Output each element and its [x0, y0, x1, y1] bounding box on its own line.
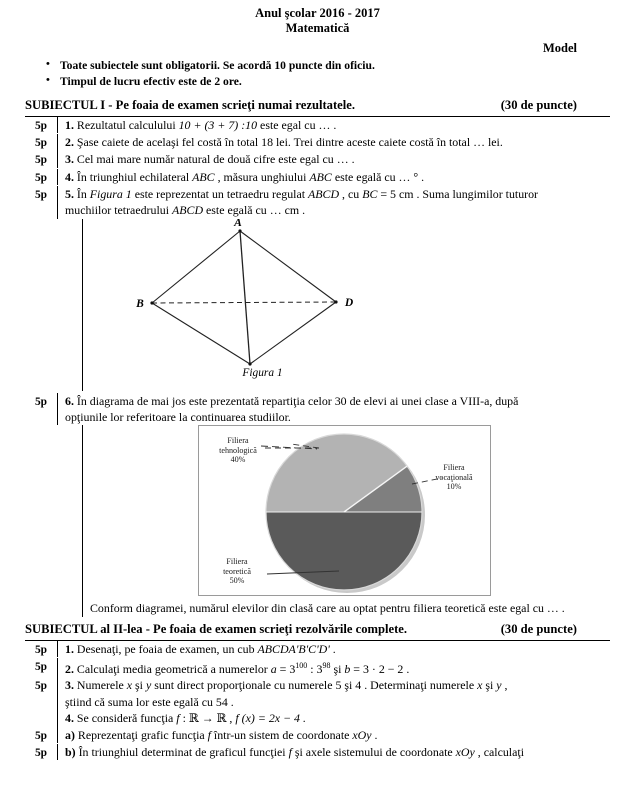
s2q3-l1c: sunt direct proporţionale cu numerele 5 şi 4 . Determinaţi numerele [151, 678, 478, 693]
q6-line2: opţiunile lor referitoare la continuarea studiilor. [65, 410, 291, 425]
s2qa-xoy: xOy [352, 727, 372, 742]
q6-line1: În diagrama de mai jos este prezentată repartiţia celor 30 de elevi ai unei clase a VIII-a, după [76, 393, 519, 408]
tetrahedron-figure [90, 219, 610, 369]
s2qb-xoy: xOy [455, 744, 475, 759]
problem-number: 6. [65, 393, 74, 408]
s2qb-lead: În triunghiul determinat de graficul funcţiei [78, 744, 289, 759]
s2-problem-text-1 [57, 641, 610, 657]
problem-row-3 [25, 151, 610, 168]
pie-chart-container [82, 425, 610, 616]
points-cell-empty [25, 710, 57, 711]
s2-problem-row-2 [25, 658, 610, 677]
s2-problem-row-4 [25, 710, 610, 726]
subject-1-problems [25, 117, 610, 617]
pie-label-line1: Filiera [226, 557, 248, 567]
s2q3-l1a: Numerele [76, 678, 127, 693]
q5-segment-bc: BC [362, 186, 378, 201]
s2qa-tail: . [371, 727, 378, 742]
conform-diagramei-text: Conform diagramei, numărul elevilor din clasă care au optat pentru filiera teoretică este egal cu … . [90, 601, 565, 616]
s2q2-exp-98: 98 [322, 661, 331, 671]
points-cell: 5p [34, 188, 48, 201]
pie-label-teoretica [207, 557, 267, 585]
pie-label-line2: tehnologică [219, 445, 257, 455]
model-label: Model [542, 41, 577, 55]
problem-number: 3. [65, 152, 74, 167]
s2qa-func-f: f [207, 727, 211, 742]
problem-number: 4. [65, 711, 74, 726]
subject-2-heading [0, 621, 635, 637]
q4-angle-abc: ABC [309, 169, 332, 184]
subject-1-points: (30 de puncte) [500, 98, 577, 112]
q4-lead: În triunghiul echilateral [76, 169, 193, 184]
s2qa-lead: Reprezentaţi grafic funcţia [77, 727, 208, 742]
problem-text-5 [57, 186, 610, 219]
problem-text-4 [57, 169, 610, 185]
s2q4-arrow: : ℝ → ℝ , [179, 711, 236, 726]
s2q1-tail: . [329, 641, 336, 656]
points-cell: 5p [34, 729, 48, 742]
problem-number: 1. [65, 641, 74, 656]
figure-reference: Figura 1 [89, 186, 132, 201]
s2q3-var-y1: y [145, 678, 152, 693]
subject-1-title: SUBIECTUL I - Pe foaia de examen scrieţi numai rezultatele. [25, 98, 355, 112]
q4-triangle-abc: ABC [192, 169, 215, 184]
s2-problem-row-4b [25, 744, 610, 761]
s2q3-var-x1: x [126, 678, 133, 693]
problem-statement: Cel mai mare număr natural de două cifre este egal cu … . [76, 152, 355, 167]
page-title-school-year: Anul şcolar 2016 - 2017 [255, 6, 380, 20]
s2q2-var-b: b [344, 662, 351, 677]
instruction-item: • Toate subiectele sunt obligatorii. Se acordă 10 puncte din oficiu. [46, 58, 635, 74]
pie-label-pct: 50% [229, 576, 245, 586]
problem-row-4 [25, 169, 610, 186]
s2-problem-row-4a [25, 727, 610, 744]
problem-row-2 [25, 134, 610, 151]
points-cell: 5p [34, 154, 48, 167]
pie-label-line1: Filiera [443, 463, 465, 473]
pie-label-vocationala [421, 463, 487, 491]
pie-label-line1: Filiera [227, 436, 249, 446]
pie-chart-box [198, 425, 491, 596]
vertex-label-a: A [234, 218, 242, 229]
points-cell: 5p [34, 746, 48, 759]
vertex-label-c [248, 368, 256, 369]
tetrahedron-svg [90, 219, 610, 369]
problem-text-2 [57, 134, 610, 150]
q5-line2-abcd: ABCD [171, 203, 204, 218]
s2q1-cube-label: ABCDA'B'C'D' [257, 641, 330, 656]
pie-label-pct: 10% [446, 482, 462, 492]
s2qb-mid: şi axele sistemului de coordonate [291, 744, 456, 759]
pie-label-tehnologica [207, 436, 269, 464]
vertex-label-d: D [344, 296, 354, 309]
problem-row-1 [25, 117, 610, 134]
s2-problem-text-4 [57, 710, 610, 726]
figure-1-caption: Figura 1 [242, 366, 283, 379]
problem-q1-lead: Rezultatul calculului [76, 118, 179, 132]
s2-problem-text-4a [57, 727, 610, 743]
q5-mid2: , cu [339, 186, 363, 201]
s2q3-line2: ştiind că suma lor este egală cu 54 . [65, 694, 234, 709]
problem-text-3 [57, 151, 610, 167]
problem-text-1 [57, 117, 610, 133]
s2qb-func-f: f [288, 744, 292, 759]
problem-number: 5. [65, 186, 74, 201]
s2q2-exp-100: 100 [295, 661, 308, 671]
points-cell: 5p [34, 395, 48, 408]
s2q2-lead: Calculaţi media geometrică a numerelor [76, 662, 271, 677]
page-title-subject: Matematică [285, 21, 350, 35]
vertex-label-b: B [136, 297, 144, 310]
points-cell: 5p [34, 661, 48, 674]
points-cell: 5p [34, 680, 48, 693]
problem-text-6 [57, 393, 610, 426]
points-cell: 5p [34, 120, 48, 132]
subject-1-heading [0, 97, 635, 113]
problem-number: 3. [65, 678, 74, 693]
instructions-list [0, 58, 635, 89]
s2q1-lead: Desenaţi, pe foaia de examen, un cub [76, 641, 258, 656]
s2q4-lead: Se consideră funcţia [76, 711, 177, 726]
problem-number: 2. [65, 135, 74, 150]
q5-mid1: este reprezentat un tetraedru regulat [131, 186, 309, 201]
q5-mid3: = 5 cm . Suma lungimilor tuturor [377, 186, 539, 201]
s2qb-tail: , calculaţi [474, 744, 525, 759]
points-cell: 5p [34, 171, 48, 184]
problem-number: b) [65, 744, 76, 759]
problem-q1-tail: este egal cu … . [257, 118, 337, 132]
q4-tail: este egală cu … ° . [331, 169, 425, 184]
pie-label-line2: teoretică [223, 566, 251, 576]
subject-2-title: SUBIECTUL al II-lea - Pe foaia de examen scrieţi rezolvările complete. [25, 621, 408, 636]
problem-number: 2. [65, 662, 74, 677]
s2-problem-text-4b [57, 744, 610, 760]
s2-problem-row-1 [25, 641, 610, 658]
s2q2-colon: : 3 [307, 662, 323, 677]
problem-row-6 [25, 393, 610, 426]
problem-q1-expression: 10 + (3 + 7) :10 [178, 118, 258, 132]
problem-row-5 [25, 186, 610, 219]
s2q4-func-f2: f [235, 711, 239, 726]
points-cell: 5p [34, 137, 48, 150]
figure-1-container [82, 219, 610, 391]
s2q2-si: şi [330, 662, 345, 677]
q5-line2-tail: este egală cu … cm . [203, 203, 306, 218]
s2q2-var-a: a [270, 662, 277, 677]
s2-problem-text-2 [57, 658, 610, 677]
pie-label-line2: vocaţională [435, 472, 473, 482]
s2q3-l1b: şi [132, 678, 146, 693]
subject-2-points: (30 de puncte) [500, 621, 577, 636]
q5-tetra-abcd: ABCD [308, 186, 340, 201]
s2q4-fx: (x) = 2x − 4 . [238, 711, 306, 726]
s2q3-l1d: şi [482, 678, 497, 693]
s2q3-var-x2: x [477, 678, 483, 693]
pie-label-pct: 40% [230, 455, 246, 465]
s2q2-eq2: = 3 · 2 − 2 . [350, 662, 410, 677]
s2-problem-text-3 [57, 677, 610, 710]
s2q2-eq1: = 3 [276, 662, 296, 677]
problem-number: 4. [65, 169, 74, 184]
subject-2-problems [25, 641, 610, 761]
s2qa-mid: într-un sistem de coordonate [210, 727, 353, 742]
q5-line2-lead: muchiilor tetraedrului [65, 203, 172, 218]
q5-lead: În [76, 186, 90, 201]
instruction-item: • Timpul de lucru efectiv este de 2 ore. [46, 74, 635, 90]
s2q4-func-f1: f [176, 711, 180, 726]
s2q3-var-y2: y [496, 678, 502, 693]
q4-mid: , măsura unghiului [214, 169, 310, 184]
pie-slice-teoretica [266, 512, 422, 590]
points-cell: 5p [34, 643, 48, 656]
problem-number: 1. [65, 118, 74, 132]
problem-statement: Şase caiete de acelaşi fel costă în total 18 lei. Trei dintre aceste caiete costă în total … lei. [76, 135, 503, 150]
s2-problem-row-3 [25, 677, 610, 710]
s2q3-l1e: , [501, 678, 508, 693]
problem-number: a) [65, 727, 75, 742]
